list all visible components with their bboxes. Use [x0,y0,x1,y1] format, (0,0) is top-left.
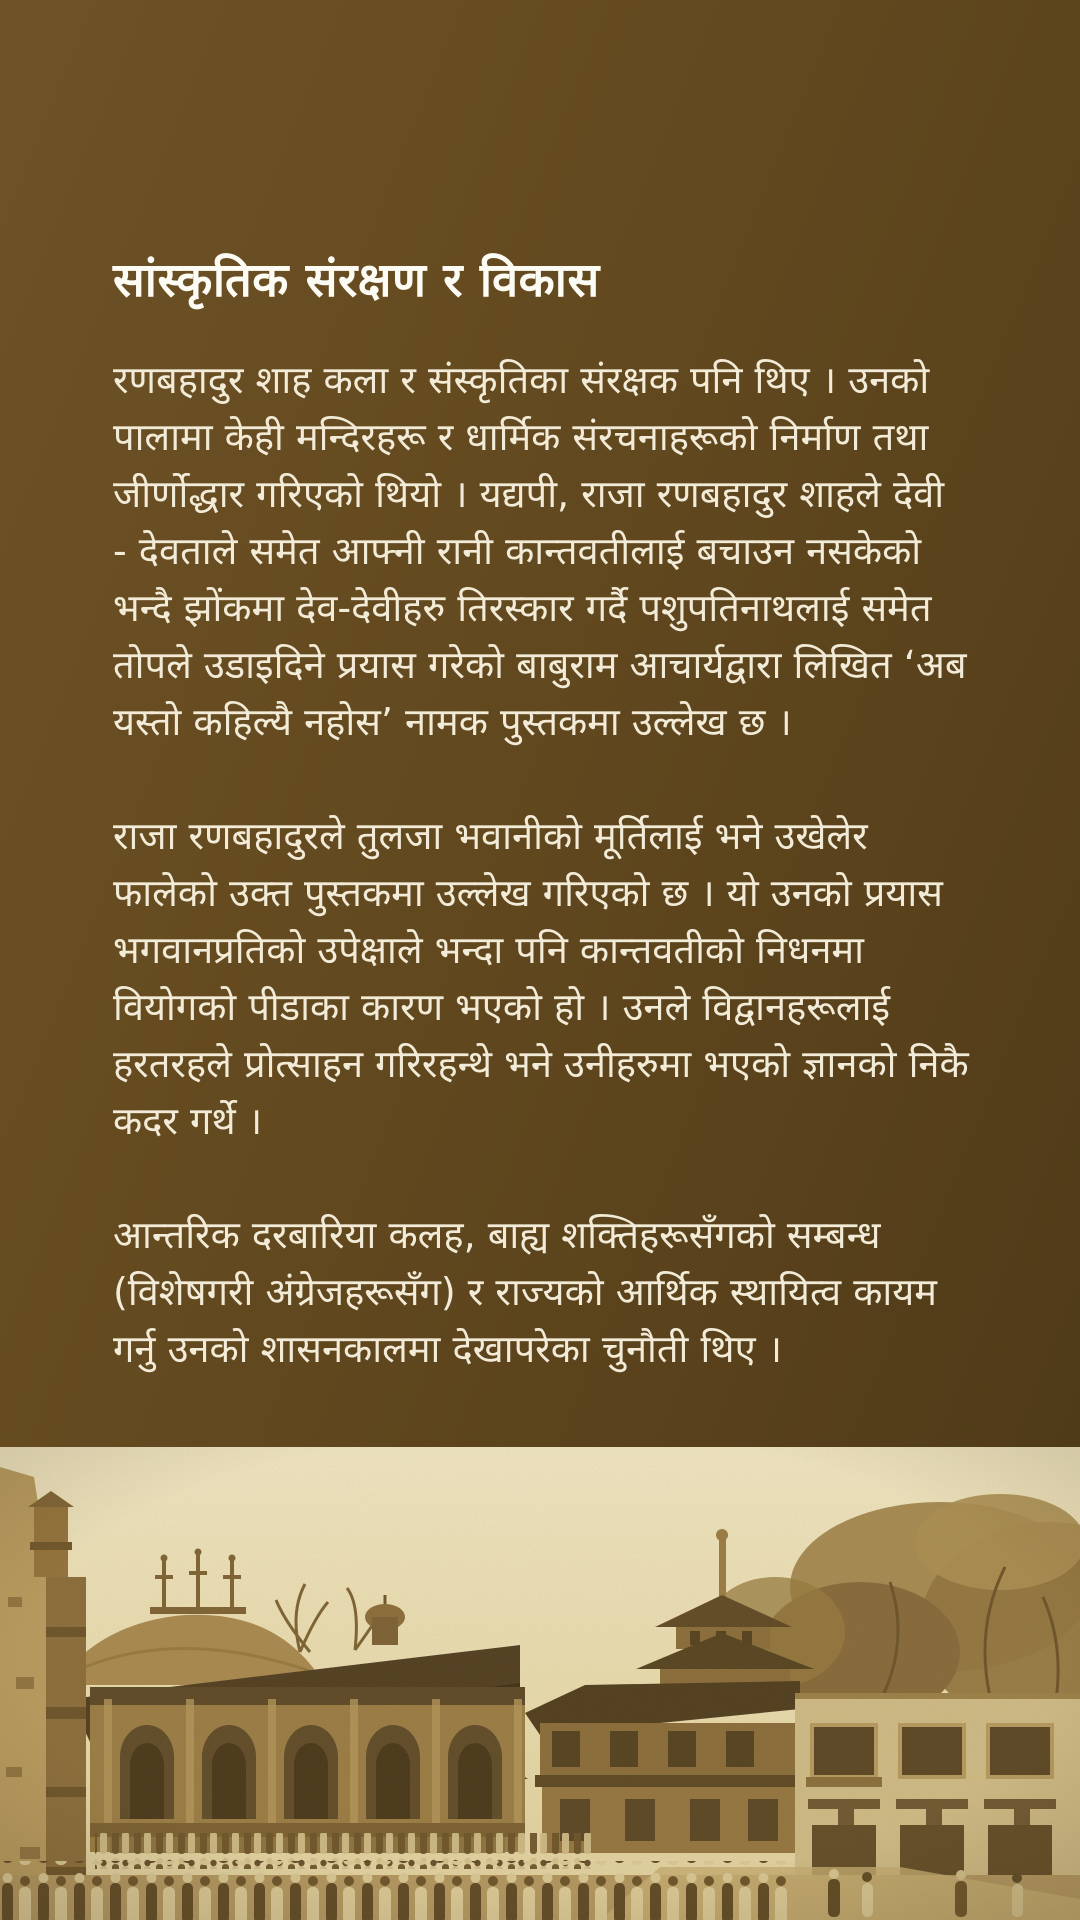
body-paragraph: राजा रणबहादुरले तुलजा भवानीको मूर्तिलाई भने उखेलेर फालेको उक्त पुस्तकमा उल्लेख गरिएको छ । यो उनको प्रयास भगवानप्रतिको उपेक्षाले भन्दा पनि कान्तवतीको निधनमा वियोगको पीडाका कारण भएको हो । उनले विद्वानहरूलाई हरतरहले प्रोत्साहन गरिरहन्थे भने उनीहरुमा भएको ज्ञानको निकै कदर गर्थे । [113,814,969,1143]
text-block [113,250,969,1435]
body-paragraph: आन्तरिक दरबारिया कलह, बाह्य शक्तिहरूसँगको सम्बन्ध (विशेषगरी अंग्रेजहरूसँग) र राज्यको आर्थिक स्थायित्व कायम गर्नु उनको शासनकालमा देखापरेका चुनौती थिए । [113,1213,938,1371]
historical-photo [0,1447,1080,1920]
body-paragraph: रणबहादुर शाह कला र संस्कृतिका संरक्षक पनि थिए । उनको पालामा केही मन्दिरहरू र धार्मिक संरचनाहरूको निर्माण तथा जीर्णोद्धार गरिएको थियो । यद्यपी, राजा रणबहादुर शाहले देवी - देवताले समेत आफ्नी रानी कान्तवतीलाई बचाउन नसकेको भन्दै झोंकमा देव-देवीहरु तिरस्कार गर्दै पशुपतिनाथलाई समेत तोपले उडाइदिने प्रयास गरेको बाबुराम आचार्यद्वारा लिखित ‘अब यस्तो कहिल्यै नहोस’ नामक पुस्तकमा उल्लेख छ । [113,358,967,744]
photo-grain [0,1447,1080,1920]
durbar-square-photo-illustration [0,1447,1080,1920]
body-text [113,352,969,1378]
section-title: सांस्कृतिक संरक्षण र विकास [113,253,600,308]
